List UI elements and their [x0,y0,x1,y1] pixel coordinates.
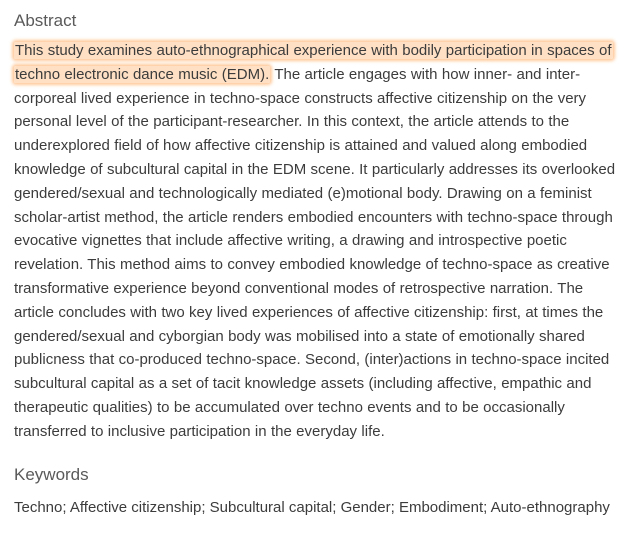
abstract-heading: Abstract [14,11,77,30]
abstract-body-text: The article engages with how inner- and inter-corporeal lived experience in techno-space constructs affective citizenship on the very personal level of the participant-researcher. In this context, the article attends to the underexplored field of how affective citizenship is attained and valued along embodied knowledge of subcultural capital in the EDM scene. It particularly addresses its overlooked gendered/sexual and technologically mediated (e)motional body. Drawing on a feminist scholar-artist method, the article renders embodied encounters with techno-space through evocative vignettes that include affective writing, a drawing and introspective poetic revelation. This method aims to convey embodied knowledge of techno-space as creative transformative experience beyond conventional modes of retrospective narration. The article concludes with two key lived experiences of affective citizenship: first, at times the gendered/sexual and cyborgian body was mobilised into a state of emotionally shared publicness that co-produced techno-space. Second, (inter)actions in techno-space incited subcultural capital as a set of tacit knowledge assets (including affective, empathic and therapeutic qualities) to be accumulated over techno events and to be occasionally transferred to inclusive participation in the everyday life. [14,65,616,440]
keywords-list: Techno; Affective citizenship; Subcultural capital; Gender; Embodiment; Auto-ethnography [14,498,610,516]
keywords-heading: Keywords [14,464,89,484]
abstract-highlighted-sentence: This study examines auto-ethnographical experience with bodily participation in spaces of techno electronic dance music (EDM). [15,42,612,83]
abstract-text [14,39,625,444]
